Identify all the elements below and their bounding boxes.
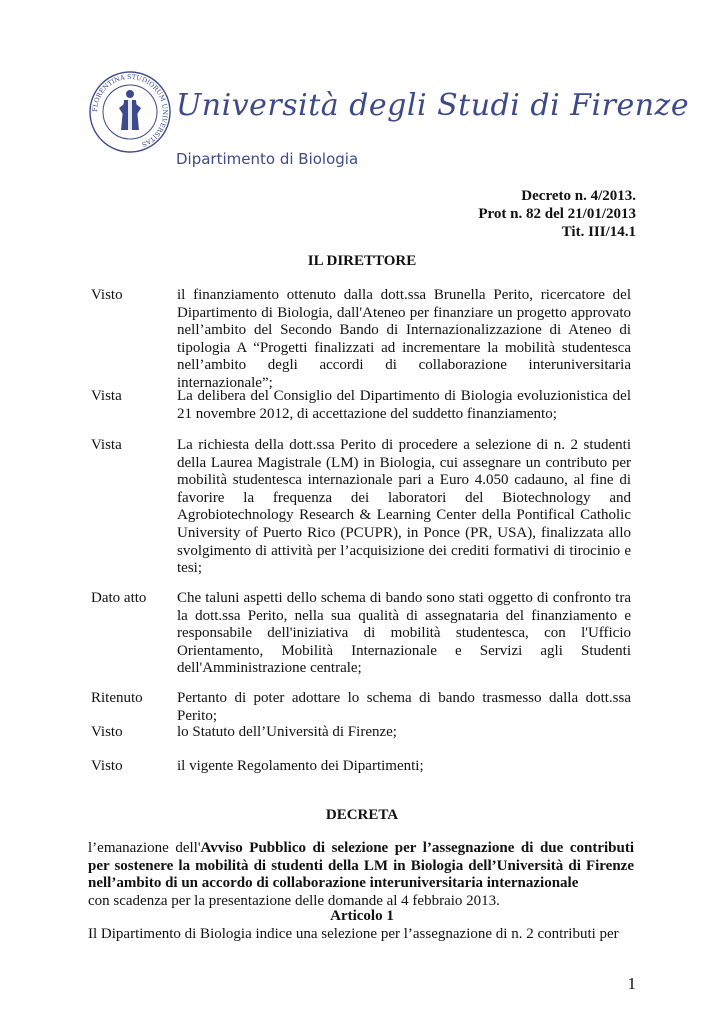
recital-label: Visto	[91, 758, 123, 774]
title-reference: Tit. III/14.1	[561, 224, 636, 240]
seal-text: FLORENTINA STUDIORUM UNIVERSITAS	[90, 72, 170, 149]
page-number: 1	[627, 974, 636, 993]
recital-label: Visto	[91, 287, 123, 303]
recital-label: Dato atto	[91, 590, 147, 606]
recital-text: il vigente Regolamento dei Dipartimenti;	[177, 758, 424, 774]
recital-text: Che taluni aspetti dello schema di bando sono stati oggetto di confronto tra la dott.ssa Perito, nella sua qualità di assegnataria del finanziamento e responsabile dell'iniziativa di mobilità studentesca, con l'Ufficio Orientamento, Mobilità Internazionale e Servizi agli Studenti dell'Amministrazione centrale;	[177, 590, 631, 677]
decree-reference	[478, 187, 636, 241]
recital-label: Ritenuto	[91, 690, 143, 706]
recital-label: Vista	[91, 388, 122, 404]
department-name: Dipartimento di Biologia	[176, 150, 359, 168]
protocol-number: Prot n. 82 del 21/01/2013	[478, 206, 636, 222]
recital-label: Visto	[91, 724, 123, 740]
decreta-intro: l’emanazione dell'	[88, 840, 201, 856]
decreta-paragraph	[88, 840, 634, 910]
decreta-deadline: con scadenza per la presentazione delle domande al 4 febbraio 2013.	[88, 892, 500, 909]
article-1-heading: Articolo 1	[330, 908, 394, 924]
recital-text: Pertanto di poter adottare lo schema di bando trasmesso dalla dott.ssa Perito;	[177, 690, 631, 724]
university-seal-logo	[88, 70, 172, 154]
recital-text: lo Statuto dell’Università di Firenze;	[177, 724, 397, 740]
decreta-notice-title: Avviso Pubblico di selezione per l’assegnazione di due contributi per sostenere la mobilità di studenti della LM in Biologia dell’Università di Firenze nell’ambito di un accordo di collaborazione interuniversitaria internazionale	[88, 840, 634, 892]
director-heading: IL DIRETTORE	[307, 253, 417, 269]
recital-label: Vista	[91, 437, 122, 453]
decreta-heading: DECRETA	[325, 807, 399, 823]
article-1-text: Il Dipartimento di Biologia indice una selezione per l’assegnazione di n. 2 contributi per	[88, 926, 619, 942]
university-name: Università degli Studi di Firenze	[176, 88, 690, 123]
recital-text: La delibera del Consiglio del Dipartimento di Biologia evoluzionistica del 21 novembre 2012, di accettazione del suddetto finanziamento;	[177, 388, 631, 422]
recital-text: La richiesta della dott.ssa Perito di procedere a selezione di n. 2 studenti della Laurea Magistrale (LM) in Biologia, cui assegnare un contributo per mobilità studentesca internazionale pari a Euro 4.050 cadauno, al fine di favorire la frequenza dei laboratori del Biotechnology and Agrobiotechnology Research & Learning Center della Pontifical Catholic University of Puerto Rico (PCUPR), in Ponce (PR, USA), finalizzata allo svolgimento di attività per l’acquisizione dei crediti formativi di tirocinio e tesi;	[177, 437, 631, 577]
decree-number: Decreto n. 4/2013.	[521, 188, 636, 204]
recital-text: il finanziamento ottenuto dalla dott.ssa Brunella Perito, ricercatore del Dipartimento di Biologia, dall'Ateneo per finanziare un progetto approvato nell’ambito del Secondo Bando di Internazionalizzazione di Ateneo di tipologia A “Progetti finalizzati ad incrementare la mobilità studentesca nell’ambito degli accordi di collaborazione interuniversitaria internazionale”;	[177, 287, 631, 391]
